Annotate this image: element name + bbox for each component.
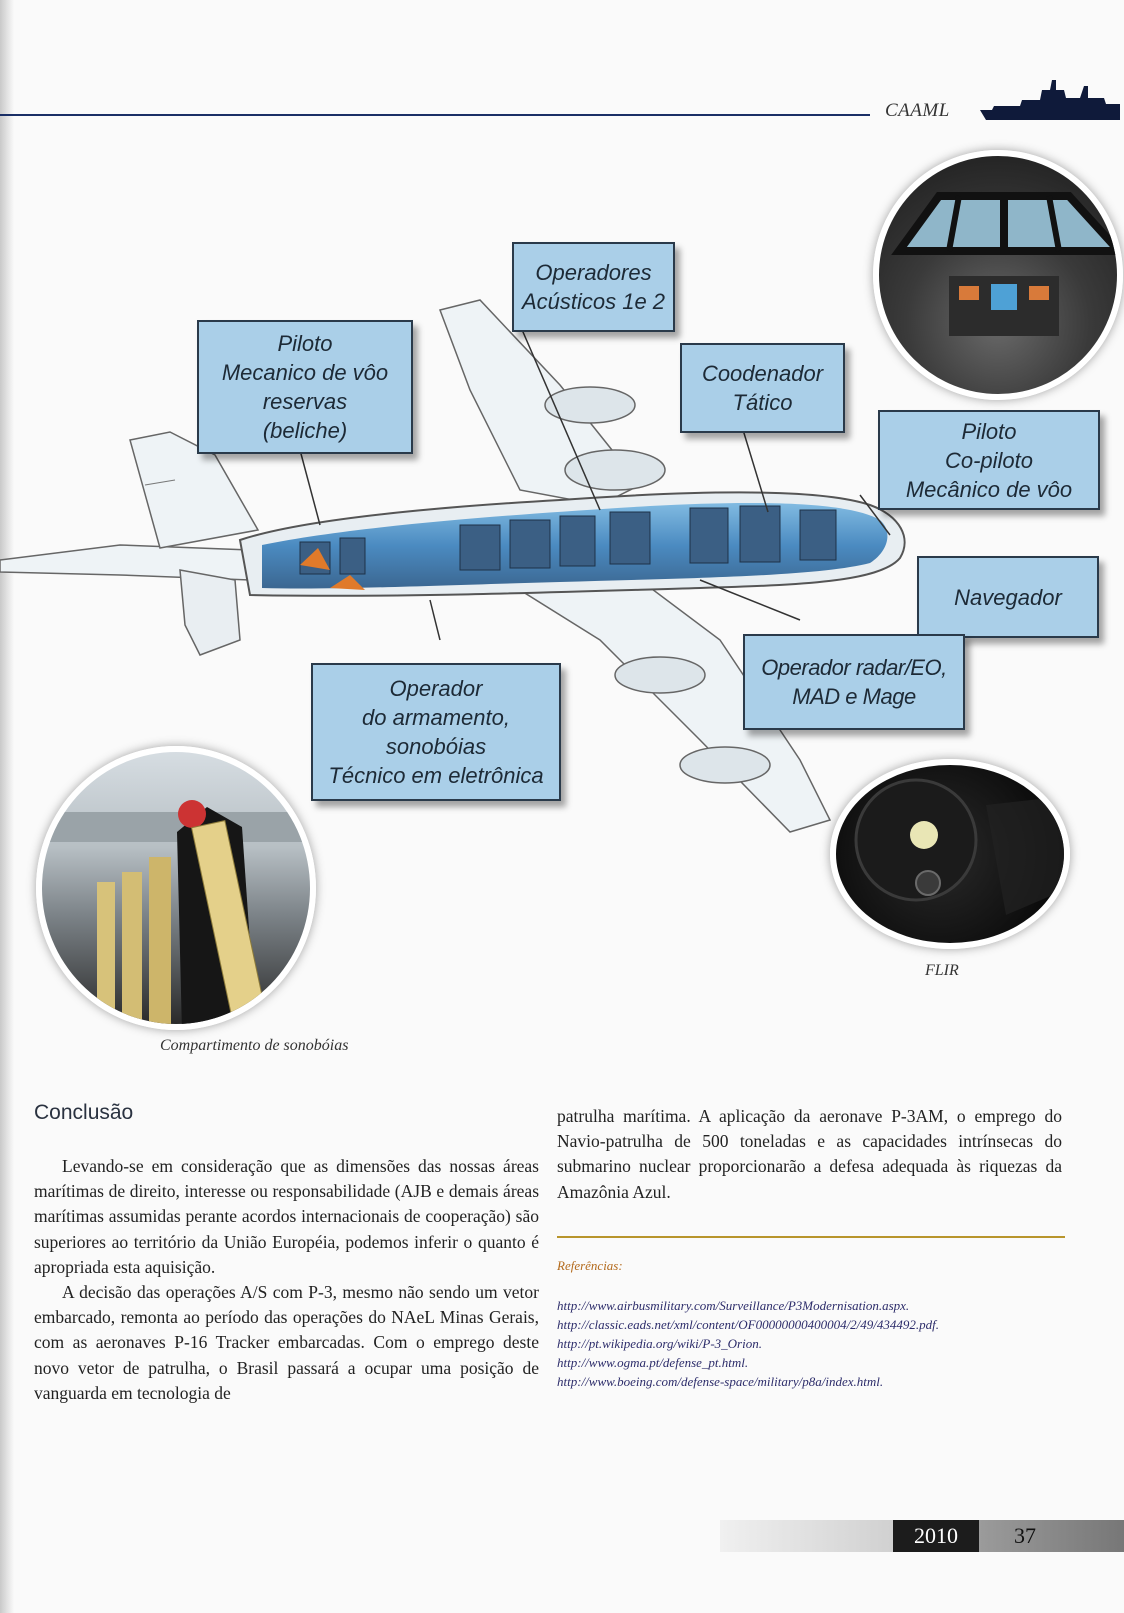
page-number: 37 bbox=[1014, 1523, 1036, 1548]
article-paragraph: A decisão das operações A/S com P-3, mesmo não sendo um vetor embarcado, remonta ao período das operações do NAeL Minas Gerais, com as aeronaves P-16 Tracker embarcadas. Com o emprego deste novo vetor de patrulha, o Brasil passará a ocupar uma posição de vanguarda em tecnologia de bbox=[34, 1282, 539, 1403]
callout-coordenador-tatico bbox=[680, 343, 845, 433]
sonobuoy-compartment-photo bbox=[36, 746, 316, 1030]
article-column-right bbox=[557, 1104, 1062, 1205]
reference-link[interactable]: http://pt.wikipedia.org/wiki/P-3_Orion. bbox=[557, 1336, 762, 1351]
article-column-left bbox=[34, 1154, 539, 1406]
callout-line: Mecanico de vôo bbox=[221, 360, 389, 385]
ship-silhouette-icon bbox=[980, 76, 1120, 120]
references-divider bbox=[557, 1236, 1065, 1238]
flir-sensor-graphic bbox=[836, 765, 1070, 949]
callout-line: Piloto bbox=[961, 418, 1017, 444]
flir-caption: FLIR bbox=[925, 962, 959, 979]
callout-line: MAD e Mage bbox=[792, 684, 916, 709]
reference-link[interactable]: http://www.airbusmilitary.com/Surveillance/P3Modernisation.aspx. bbox=[557, 1298, 910, 1313]
callout-line: Coodenador bbox=[701, 361, 824, 386]
footer-year: 2010 bbox=[893, 1520, 979, 1552]
reference-link[interactable]: http://www.boeing.com/defense-space/military/p8a/index.html. bbox=[557, 1374, 884, 1389]
references-title: Referências: bbox=[557, 1258, 623, 1273]
reference-link[interactable]: http://classic.eads.net/xml/content/OF00000000400004/2/49/434492.pdf. bbox=[557, 1317, 940, 1332]
callout-navegador bbox=[917, 556, 1099, 638]
article-paragraph: Levando-se em consideração que as dimensões das nossas áreas marítimas de direito, interesse ou responsabilidade (AJB e demais áreas marítimas assumidas perante acordos internacionais de cooperação) são superiores ao território da União Européia, podemos inferir o quanto é apropriada esta aquisição. bbox=[34, 1156, 539, 1277]
callout-line: Piloto bbox=[277, 331, 333, 356]
sonobuoy-tubes-graphic bbox=[42, 752, 316, 1030]
callout-line: Co-piloto bbox=[944, 447, 1034, 473]
callout-operador-radar bbox=[743, 634, 965, 730]
section-heading: Conclusão bbox=[34, 1101, 134, 1124]
callout-operador-armamento bbox=[311, 663, 561, 801]
callout-operadores-acusticos-text: Operadores Acústicos 1e 2 bbox=[521, 260, 666, 314]
callout-line: Técnico em eletrônica bbox=[328, 763, 544, 788]
callout-line: do armamento, bbox=[362, 705, 510, 730]
callout-line: reservas bbox=[262, 389, 348, 414]
reference-link[interactable]: http://www.ogma.pt/defense_pt.html. bbox=[557, 1355, 749, 1370]
sonobuoy-caption: Compartimento de sonobóias bbox=[160, 1037, 349, 1054]
cockpit-photo bbox=[873, 150, 1123, 400]
callout-line: Operador bbox=[389, 676, 483, 701]
flir-photo bbox=[830, 759, 1070, 949]
callout-line: Mecânico de vôo bbox=[905, 476, 1073, 502]
header-rule bbox=[0, 114, 870, 116]
callout-line: Tático bbox=[732, 390, 793, 415]
header-label: CAAML bbox=[885, 100, 950, 121]
callout-line: sonobóias bbox=[385, 734, 487, 759]
callout-line: Navegador bbox=[954, 584, 1062, 610]
references-list bbox=[557, 1296, 939, 1391]
callout-line: (beliche) bbox=[262, 418, 348, 443]
callout-piloto-copiloto-mecanico bbox=[878, 410, 1100, 510]
callout-piloto-mecanico-reservas bbox=[197, 320, 413, 454]
article-paragraph: patrulha marítima. A aplicação da aeronave P-3AM, o emprego do Navio-patrulha de 500 toneladas e as capacidades intrínsecas do submarino nuclear proporcionarão a defesa adequada às riquezas da Amazônia Azul. bbox=[557, 1106, 1062, 1202]
callout-line: Operador radar/EO, bbox=[761, 655, 947, 680]
callout-operadores-acusticos bbox=[512, 242, 675, 332]
